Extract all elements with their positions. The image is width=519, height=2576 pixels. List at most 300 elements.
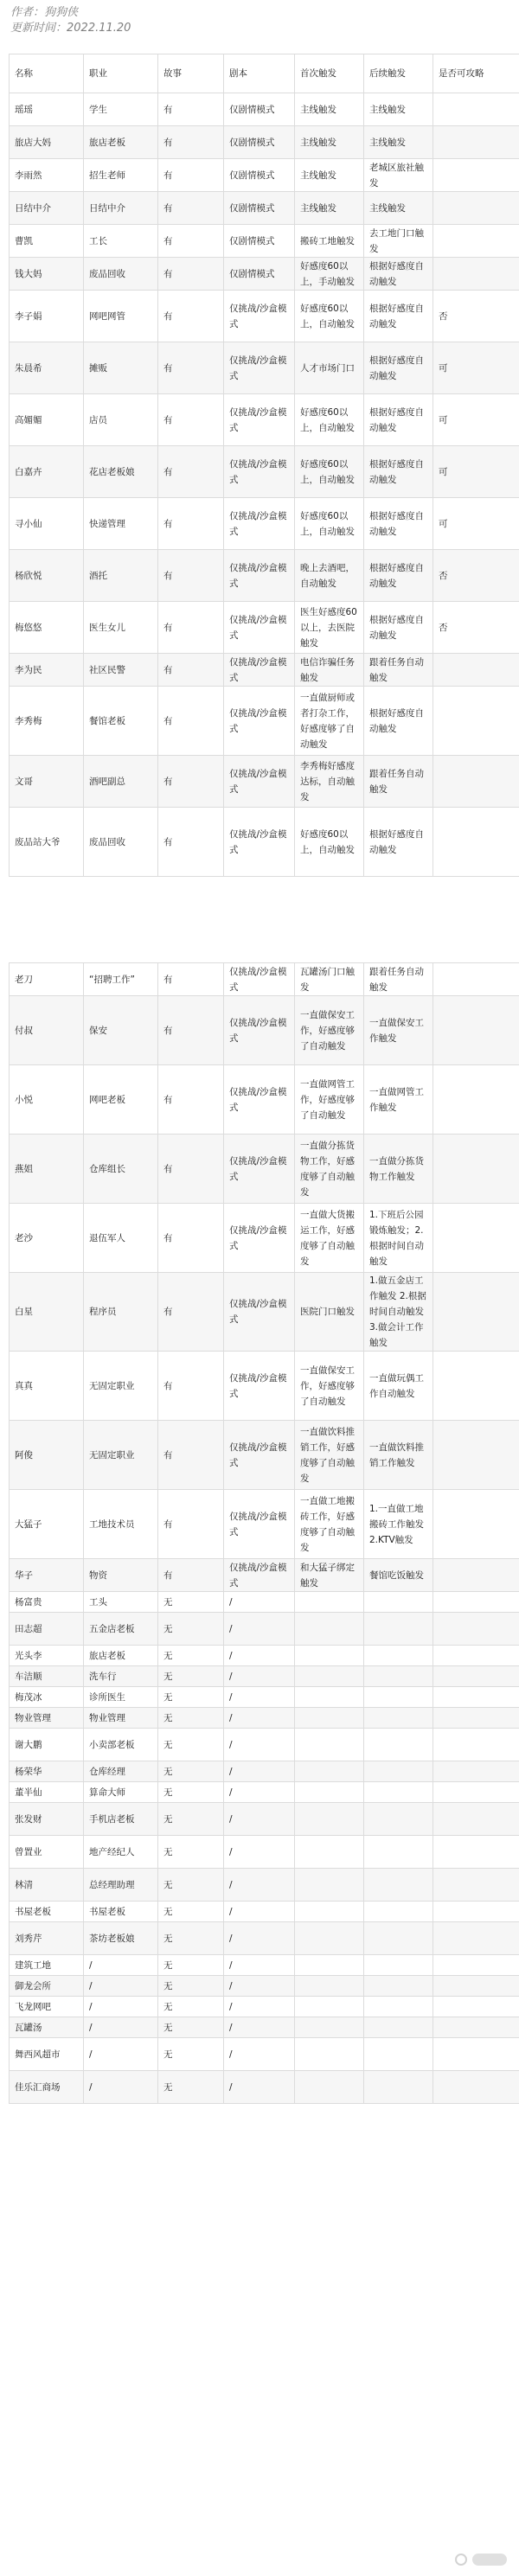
table-row xyxy=(10,1976,519,1997)
table-cell: / xyxy=(224,1902,295,1922)
table-cell xyxy=(433,1421,519,1490)
table-cell: 李雨然 xyxy=(10,159,84,192)
table-row xyxy=(10,1592,519,1613)
table-cell: 社区民警 xyxy=(84,654,158,687)
table-cell: / xyxy=(224,1592,295,1613)
table-row xyxy=(10,550,519,602)
header-cell: 首次触发 xyxy=(295,54,364,93)
table-cell: / xyxy=(224,1869,295,1902)
table-cell: 店员 xyxy=(84,394,158,446)
table-cell: 舞西风超市 xyxy=(10,2038,84,2071)
table-cell xyxy=(433,963,519,996)
table-cell: / xyxy=(224,2017,295,2038)
table-cell xyxy=(433,2017,519,2038)
table-cell: 有 xyxy=(158,1273,224,1352)
table-cell xyxy=(433,1490,519,1559)
table-cell: 仅挑战/沙盒模式 xyxy=(224,756,295,808)
table-cell: / xyxy=(84,1955,158,1976)
table-row xyxy=(10,808,519,877)
table-cell: 仅挑战/沙盒模式 xyxy=(224,550,295,602)
table-cell: 网吧老板 xyxy=(84,1065,158,1135)
table-cell: 有 xyxy=(158,1421,224,1490)
table-cell: 光头李 xyxy=(10,1646,84,1666)
table-cell: 工地技术员 xyxy=(84,1490,158,1559)
table-cell: 医生女儿 xyxy=(84,602,158,654)
table-cell: 瓦罐汤 xyxy=(10,2017,84,2038)
table-cell xyxy=(364,1922,433,1955)
table-cell: 白嘉卉 xyxy=(10,446,84,498)
table-row xyxy=(10,2017,519,2038)
table-cell: 有 xyxy=(158,126,224,159)
table-cell: 仓库组长 xyxy=(84,1135,158,1204)
table-cell xyxy=(433,1922,519,1955)
table-cell: 仅剧情模式 xyxy=(224,192,295,225)
table-cell xyxy=(433,1976,519,1997)
table-cell: 跟着任务自动触发 xyxy=(364,756,433,808)
table-cell: 否 xyxy=(433,291,519,342)
table-cell xyxy=(364,1708,433,1729)
table-cell: 仅剧情模式 xyxy=(224,258,295,291)
table-cell: 旅店大妈 xyxy=(10,126,84,159)
author-line: 作者：狗狗侠 xyxy=(10,6,79,19)
table-cell xyxy=(364,1976,433,1997)
table-cell: 主线触发 xyxy=(295,93,364,126)
table-cell: 有 xyxy=(158,963,224,996)
table-cell xyxy=(295,1613,364,1646)
table-cell: 仅挑战/沙盒模式 xyxy=(224,446,295,498)
table-cell: / xyxy=(224,1803,295,1836)
table-cell: / xyxy=(224,1836,295,1869)
header-cell: 名称 xyxy=(10,54,84,93)
table-cell: 无 xyxy=(158,2071,224,2104)
table-cell: 物资 xyxy=(84,1559,158,1592)
table-cell xyxy=(433,126,519,159)
table-cell: 有 xyxy=(158,1065,224,1135)
table-cell xyxy=(295,1976,364,1997)
table-cell: 曹凯 xyxy=(10,225,84,258)
table-cell: 一直做网管工作触发 xyxy=(364,1065,433,1135)
table-cell: 飞龙网吧 xyxy=(10,1997,84,2017)
table-cell: 仅挑战/沙盒模式 xyxy=(224,1352,295,1421)
table-cell xyxy=(295,1782,364,1803)
table-cell: 否 xyxy=(433,602,519,654)
header-cell: 剧本 xyxy=(224,54,295,93)
table-row xyxy=(10,1869,519,1902)
table-cell xyxy=(295,1869,364,1902)
table-cell xyxy=(433,159,519,192)
table-spacer-row xyxy=(10,877,519,963)
table-cell: 根据好感度自动触发 xyxy=(364,446,433,498)
table-cell: 无 xyxy=(158,1922,224,1955)
table-cell: 一直做网管工作，好感度够了自动触发 xyxy=(295,1065,364,1135)
table-cell: 招生老师 xyxy=(84,159,158,192)
table-cell: 一直做饮料推销工作，好感度够了自动触发 xyxy=(295,1421,364,1490)
table-cell: 有 xyxy=(158,498,224,550)
table-cell: / xyxy=(224,1613,295,1646)
table-cell: 董半仙 xyxy=(10,1782,84,1803)
table-cell: 无 xyxy=(158,1955,224,1976)
table-cell: 无 xyxy=(158,1976,224,1997)
table-cell: 主线触发 xyxy=(364,192,433,225)
table-cell: 阿俊 xyxy=(10,1421,84,1490)
table-cell: 学生 xyxy=(84,93,158,126)
table-row xyxy=(10,93,519,126)
table-cell: 李秀梅 xyxy=(10,687,84,756)
table-cell: 程序员 xyxy=(84,1273,158,1352)
table-cell: 仅挑战/沙盒模式 xyxy=(224,654,295,687)
table-cell xyxy=(433,1646,519,1666)
table-cell: 谢大鹏 xyxy=(10,1729,84,1761)
table-cell: 物业管理 xyxy=(10,1708,84,1729)
table-cell xyxy=(433,1761,519,1782)
table-cell: 梅悠悠 xyxy=(10,602,84,654)
table-cell xyxy=(364,1836,433,1869)
npc-table xyxy=(9,54,519,2104)
table-cell xyxy=(433,225,519,258)
table-cell: 1.下班后公园锻炼触发；2.根据时间自动触发 xyxy=(364,1204,433,1273)
table-row xyxy=(10,1687,519,1708)
table-cell: 算命大师 xyxy=(84,1782,158,1803)
table-body xyxy=(10,93,519,2104)
table-cell xyxy=(433,1836,519,1869)
table-row xyxy=(10,1902,519,1922)
table-cell xyxy=(433,1273,519,1352)
table-cell: 无 xyxy=(158,1869,224,1902)
table-row xyxy=(10,1559,519,1592)
table-cell xyxy=(295,1955,364,1976)
table-cell: 一直做大货搬运工作，好感度够了自动触发 xyxy=(295,1204,364,1273)
table-cell: 有 xyxy=(158,394,224,446)
table-cell: 主线触发 xyxy=(295,126,364,159)
table-cell: 有 xyxy=(158,342,224,394)
table-cell: 一直做保安工作触发 xyxy=(364,996,433,1065)
table-cell xyxy=(295,1836,364,1869)
table-cell: 洗车行 xyxy=(84,1666,158,1687)
table-cell: 华子 xyxy=(10,1559,84,1592)
table-cell: 书屋老板 xyxy=(10,1902,84,1922)
table-cell: 高媚媚 xyxy=(10,394,84,446)
table-cell: 有 xyxy=(158,654,224,687)
table-cell xyxy=(433,654,519,687)
table-cell: 好感度60以上，自动触发 xyxy=(295,498,364,550)
table-row xyxy=(10,1729,519,1761)
table-cell: 工头 xyxy=(84,1592,158,1613)
table-cell: 快递管理 xyxy=(84,498,158,550)
table-cell: 仅挑战/沙盒模式 xyxy=(224,996,295,1065)
table-cell xyxy=(364,2038,433,2071)
table-cell: 老刀 xyxy=(10,963,84,996)
table-cell: 仅挑战/沙盒模式 xyxy=(224,1490,295,1559)
table-cell: 酒吧副总 xyxy=(84,756,158,808)
table-cell: / xyxy=(224,1761,295,1782)
table-row xyxy=(10,342,519,394)
table-cell xyxy=(364,1902,433,1922)
table-cell: 张发财 xyxy=(10,1803,84,1836)
table-row xyxy=(10,1421,519,1490)
table-cell: 酒托 xyxy=(84,550,158,602)
table-cell: / xyxy=(84,2071,158,2104)
table-cell: 人才市场门口 xyxy=(295,342,364,394)
table-cell: 杨富贵 xyxy=(10,1592,84,1613)
table-cell: 无 xyxy=(158,1687,224,1708)
table-cell: 一直做分拣货物工作，好感度够了自动触发 xyxy=(295,1135,364,1204)
table-cell xyxy=(364,1955,433,1976)
table-row xyxy=(10,1782,519,1803)
table-cell xyxy=(364,1666,433,1687)
table-cell: 医生好感度60以上，去医院触发 xyxy=(295,602,364,654)
table-cell: 茶坊老板娘 xyxy=(84,1922,158,1955)
table-cell: 建筑工地 xyxy=(10,1955,84,1976)
header-cell: 后续触发 xyxy=(364,54,433,93)
table-cell xyxy=(433,258,519,291)
table-row xyxy=(10,225,519,258)
table-cell: 工长 xyxy=(84,225,158,258)
table-cell: / xyxy=(224,1646,295,1666)
table-cell xyxy=(364,1761,433,1782)
table-cell: 仅挑战/沙盒模式 xyxy=(224,291,295,342)
table-cell xyxy=(364,1687,433,1708)
table-cell xyxy=(364,1729,433,1761)
table-row xyxy=(10,258,519,291)
table-cell: 有 xyxy=(158,1135,224,1204)
table-row xyxy=(10,1803,519,1836)
table-row xyxy=(10,126,519,159)
table-cell: / xyxy=(224,1687,295,1708)
table-cell: / xyxy=(224,1708,295,1729)
table-cell: 电信诈骗任务触发 xyxy=(295,654,364,687)
table-cell: 餐馆吃饭触发 xyxy=(364,1559,433,1592)
table-cell xyxy=(295,1761,364,1782)
table-cell xyxy=(433,1065,519,1135)
article-meta xyxy=(10,5,131,36)
table-cell xyxy=(433,1869,519,1902)
table-cell: 一直做饮料推销工作触发 xyxy=(364,1421,433,1490)
table-cell: 根据好感度自动触发 xyxy=(364,342,433,394)
table-cell: / xyxy=(84,2017,158,2038)
table-row xyxy=(10,1352,519,1421)
table-cell xyxy=(364,2071,433,2104)
table-cell xyxy=(295,1666,364,1687)
table-cell: 仅挑战/沙盒模式 xyxy=(224,963,295,996)
table-cell: 仅剧情模式 xyxy=(224,225,295,258)
table-cell: 根据好感度自动触发 xyxy=(364,602,433,654)
table-cell: 仅剧情模式 xyxy=(224,93,295,126)
table-cell: 杨荣华 xyxy=(10,1761,84,1782)
table-cell: 总经理助理 xyxy=(84,1869,158,1902)
table-row xyxy=(10,291,519,342)
table-cell: 无 xyxy=(158,1708,224,1729)
table-cell xyxy=(433,1135,519,1204)
table-cell: 一直做工地搬砖工作，好感度够了自动触发 xyxy=(295,1490,364,1559)
table-cell xyxy=(295,2071,364,2104)
table-cell: / xyxy=(224,2071,295,2104)
table-cell: 白星 xyxy=(10,1273,84,1352)
table-cell xyxy=(295,1592,364,1613)
table-row xyxy=(10,1135,519,1204)
table-cell: 仅挑战/沙盒模式 xyxy=(224,687,295,756)
table-cell: 一直做分拣货物工作触发 xyxy=(364,1135,433,1204)
table-cell: 无 xyxy=(158,1646,224,1666)
watermark-text-icon xyxy=(472,2554,507,2566)
table-row xyxy=(10,498,519,550)
table-cell: 五金店老板 xyxy=(84,1613,158,1646)
table-cell xyxy=(364,1646,433,1666)
table-cell: 有 xyxy=(158,550,224,602)
table-cell: 退伍军人 xyxy=(84,1204,158,1273)
table-cell xyxy=(433,2038,519,2071)
table-cell: 晚上去酒吧，自动触发 xyxy=(295,550,364,602)
table-cell: 仅挑战/沙盒模式 xyxy=(224,498,295,550)
table-cell: 杨欣悦 xyxy=(10,550,84,602)
table-cell: 仅剧情模式 xyxy=(224,126,295,159)
table-cell: 可 xyxy=(433,498,519,550)
table-cell xyxy=(433,1803,519,1836)
table-cell: 物业管理 xyxy=(84,1708,158,1729)
table-cell xyxy=(364,1803,433,1836)
table-cell: 根据好感度自动触发 xyxy=(364,291,433,342)
table-row xyxy=(10,1646,519,1666)
table-cell: 好感度60以上，自动触发 xyxy=(295,394,364,446)
table-cell: 仅挑战/沙盒模式 xyxy=(224,1065,295,1135)
table-cell: 仅剧情模式 xyxy=(224,159,295,192)
table-row xyxy=(10,1065,519,1135)
spacer-cell xyxy=(10,877,519,963)
table-row xyxy=(10,654,519,687)
table-cell: 旅店老板 xyxy=(84,126,158,159)
table-cell: 有 xyxy=(158,1204,224,1273)
table-cell: 仓库经理 xyxy=(84,1761,158,1782)
table-cell: 瓦罐汤门口触发 xyxy=(295,963,364,996)
table-cell: 有 xyxy=(158,1559,224,1592)
table-cell: 书屋老板 xyxy=(84,1902,158,1922)
table-cell: 有 xyxy=(158,1490,224,1559)
table-cell: 仅挑战/沙盒模式 xyxy=(224,1135,295,1204)
table-row xyxy=(10,1708,519,1729)
table-cell: 摊贩 xyxy=(84,342,158,394)
table-cell xyxy=(295,1729,364,1761)
table-cell: 医院门口触发 xyxy=(295,1273,364,1352)
table-cell: 可 xyxy=(433,446,519,498)
table-cell: 仅挑战/沙盒模式 xyxy=(224,342,295,394)
table-cell xyxy=(295,1997,364,2017)
table-cell: 无 xyxy=(158,2038,224,2071)
table-row xyxy=(10,394,519,446)
table-row xyxy=(10,2038,519,2071)
table-row xyxy=(10,159,519,192)
table-cell xyxy=(295,1708,364,1729)
table-cell xyxy=(433,808,519,877)
table-cell: 田志超 xyxy=(10,1613,84,1646)
table-cell: 老城区旅社触发 xyxy=(364,159,433,192)
table-cell: 跟着任务自动触发 xyxy=(364,654,433,687)
table-row xyxy=(10,1955,519,1976)
table-cell: / xyxy=(224,1997,295,2017)
table-cell: 1.做五金店工作触发 2.根据时间自动触发 3.做会计工作触发 xyxy=(364,1273,433,1352)
table-cell: 废品站大爷 xyxy=(10,808,84,877)
table-cell: 仅挑战/沙盒模式 xyxy=(224,808,295,877)
table-cell: 主线触发 xyxy=(295,192,364,225)
header-cell: 是否可攻略 xyxy=(433,54,519,93)
table-cell: 可 xyxy=(433,342,519,394)
table-row xyxy=(10,1761,519,1782)
table-cell: 朱晨希 xyxy=(10,342,84,394)
table-cell: / xyxy=(84,1997,158,2017)
table-cell xyxy=(433,1997,519,2017)
table-cell: 无 xyxy=(158,1613,224,1646)
table-cell: 根据好感度自动触发 xyxy=(364,394,433,446)
table-cell: 网吧网管 xyxy=(84,291,158,342)
table-cell: / xyxy=(224,1666,295,1687)
table-cell: 老沙 xyxy=(10,1204,84,1273)
table-cell: 曾置业 xyxy=(10,1836,84,1869)
table-cell: 佳乐汇商场 xyxy=(10,2071,84,2104)
table-cell: / xyxy=(224,1976,295,1997)
table-cell xyxy=(433,1352,519,1421)
table-cell: / xyxy=(224,2038,295,2071)
table-cell: 一直做保安工作，好感度够了自动触发 xyxy=(295,996,364,1065)
table-cell: 仅挑战/沙盒模式 xyxy=(224,1273,295,1352)
table-cell xyxy=(433,1955,519,1976)
table-cell: 旅店老板 xyxy=(84,1646,158,1666)
table-cell: 一直做厨师或者打杂工作，好感度够了自动触发 xyxy=(295,687,364,756)
table-cell: 仅挑战/沙盒模式 xyxy=(224,394,295,446)
table-cell: 主线触发 xyxy=(364,126,433,159)
table-cell: 废品回收 xyxy=(84,808,158,877)
table-cell: 日结中介 xyxy=(84,192,158,225)
table-cell: 好感度60以上，自动触发 xyxy=(295,446,364,498)
table-cell xyxy=(433,756,519,808)
table-cell: 根据好感度自动触发 xyxy=(364,498,433,550)
table-row xyxy=(10,756,519,808)
table-cell: 否 xyxy=(433,550,519,602)
table-cell: 无 xyxy=(158,1803,224,1836)
table-cell: 无 xyxy=(158,1836,224,1869)
table-cell xyxy=(364,1997,433,2017)
table-cell xyxy=(433,1592,519,1613)
table-cell: / xyxy=(84,1976,158,1997)
table-cell: 仅挑战/沙盒模式 xyxy=(224,1421,295,1490)
table-cell: 好感度60以上，自动触发 xyxy=(295,291,364,342)
table-row xyxy=(10,687,519,756)
table-cell: / xyxy=(84,2038,158,2071)
table-cell xyxy=(433,1782,519,1803)
table-row xyxy=(10,963,519,996)
table-cell: 跟着任务自动触发 xyxy=(364,963,433,996)
table-header-row xyxy=(10,54,519,93)
table-cell: 燕姐 xyxy=(10,1135,84,1204)
table-cell: 车洁顺 xyxy=(10,1666,84,1687)
table-cell: 废品回收 xyxy=(84,258,158,291)
table-cell: 去工地门口触发 xyxy=(364,225,433,258)
table-cell xyxy=(295,1922,364,1955)
table-cell: 无 xyxy=(158,2017,224,2038)
table-cell: 付叔 xyxy=(10,996,84,1065)
table-cell: 御龙会所 xyxy=(10,1976,84,1997)
table-row xyxy=(10,1922,519,1955)
table-cell: 有 xyxy=(158,291,224,342)
table-cell: 大猛子 xyxy=(10,1490,84,1559)
table-cell: 有 xyxy=(158,1352,224,1421)
table-cell xyxy=(364,1869,433,1902)
table-cell xyxy=(295,1803,364,1836)
header-cell: 职业 xyxy=(84,54,158,93)
table-cell xyxy=(364,1782,433,1803)
table-cell: “招聘工作” xyxy=(84,963,158,996)
table-cell: / xyxy=(224,1955,295,1976)
table-cell: 有 xyxy=(158,159,224,192)
table-cell: 可 xyxy=(433,394,519,446)
table-cell xyxy=(295,1646,364,1666)
